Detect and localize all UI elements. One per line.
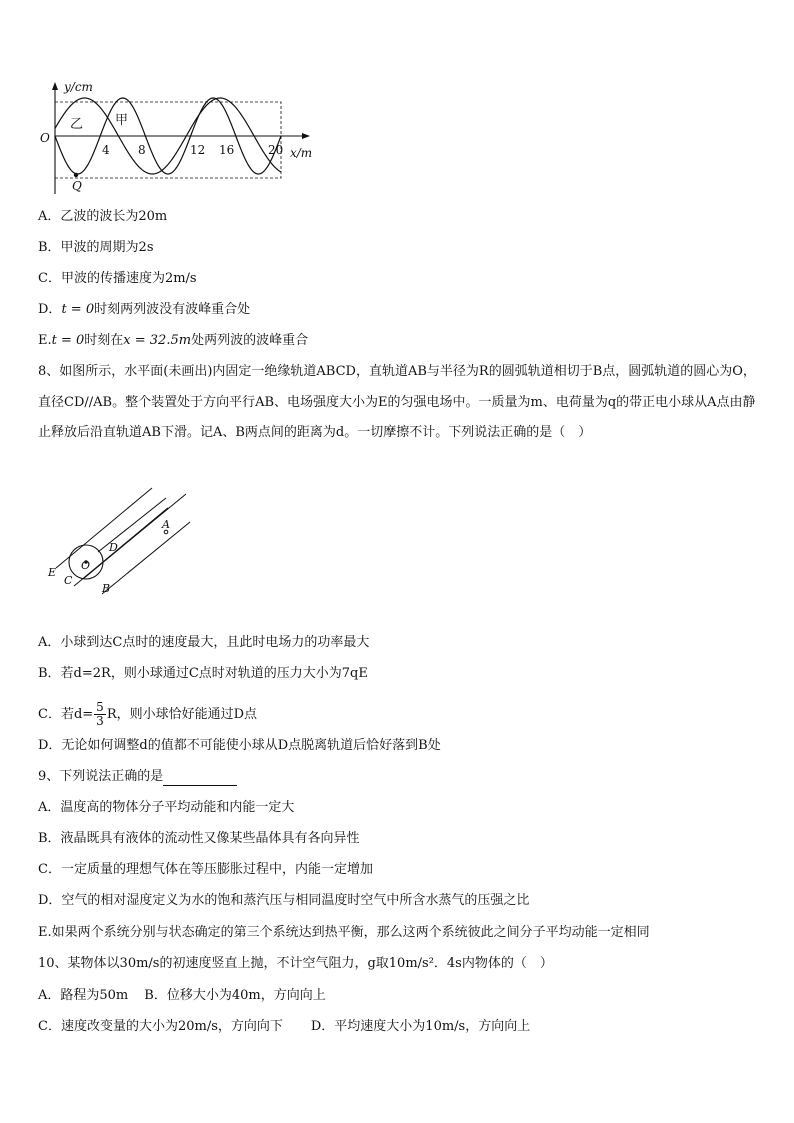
track-figure: [46, 486, 196, 598]
q7-option-c[interactable]: C．甲波的传播速度为2m/s: [38, 271, 197, 286]
q10-stem: 10、某物体以30m/s的初速度竖直上抛，不计空气阻力，g取10m/s²．4s内物体的（ ）: [38, 956, 553, 971]
point-q-label: Q: [72, 179, 82, 193]
q7-option-b[interactable]: B．甲波的周期为2s: [38, 240, 154, 255]
y-axis-label: y/cm: [64, 80, 93, 94]
wave-label-yi: 乙: [70, 117, 84, 132]
center-o-label: O: [81, 559, 91, 572]
q10-options-row-2: [38, 1018, 530, 1036]
field-label-e: E: [48, 566, 57, 579]
answer-blank[interactable]: [163, 771, 237, 786]
point-a-label: A: [162, 518, 170, 531]
q10-options-row-1: [38, 987, 326, 1005]
q8-option-b[interactable]: B．若d=2R，则小球通过C点时对轨道的压力大小为7qE: [38, 666, 368, 681]
point-q-marker: [74, 173, 78, 177]
origin-label: O: [40, 131, 50, 145]
q10-option-a[interactable]: A．路程为50m: [38, 988, 129, 1003]
q8-option-a[interactable]: A．小球到达C点时的速度最大，且此时电场力的功率最大: [38, 635, 370, 650]
q7-option-d[interactable]: D．t = 0时刻两列波没有波峰重合处: [38, 302, 251, 317]
x-tick-12: 12: [190, 143, 206, 157]
x-tick-8: 8: [138, 143, 146, 157]
x-tick-4: 4: [102, 143, 110, 157]
q9-option-c[interactable]: C．一定质量的理想气体在等压膨胀过程中，内能一定增加: [38, 862, 373, 877]
q10-option-b[interactable]: B．位移大小为40m，方向向上: [144, 988, 326, 1003]
q10-option-c[interactable]: C．速度改变量的大小为20m/s，方向向下: [38, 1019, 283, 1034]
q9-option-e[interactable]: E.如果两个系统分别与状态确定的第三个系统达到热平衡，那么这两个系统彼此之间分子平均动能一定相同: [38, 925, 650, 940]
x-tick-16: 16: [219, 143, 235, 157]
q8-option-d[interactable]: D．无论如何调整d的值都不可能使小球从D点脱离轨道后恰好落到B处: [38, 738, 441, 753]
q7-option-e[interactable]: E.t = 0时刻在x = 32.5m处两列波的波峰重合: [38, 333, 309, 348]
point-b-label: B: [102, 582, 111, 595]
q8-option-c[interactable]: C．若d= $\frac{5}{3}$ R，则小球恰好能通过D点: [38, 700, 258, 728]
q7-option-a[interactable]: A．乙波的波长为20m: [38, 209, 168, 224]
wave-label-jia: 甲: [115, 113, 129, 128]
q9-option-d[interactable]: D．空气的相对湿度定义为水的饱和蒸汽压与相同温度时空气中所含水蒸气的压强之比: [38, 893, 530, 908]
q8-stem: 8、如图所示，水平面(未画出)内固定一绝缘轨道ABCD，直轨道AB与半径为R的圆弧轨道相切于B点，圆弧轨道的圆心为O，直径CD//AB。整个装置处于方向平行AB、电场强度大小为E的匀强电场中。一质量为m、电荷量为q的带正电小球从A点由静止释放后沿直轨道AB下滑。记A、B两点间的距离为d。一切摩擦不计。下列说法正确的是（ ）: [38, 364, 756, 440]
point-c-label: C: [64, 574, 73, 587]
q9-option-b[interactable]: B．液晶既具有液体的流动性又像某些晶体具有各向异性: [38, 831, 360, 846]
q9-option-a[interactable]: A．温度高的物体分子平均动能和内能一定大: [38, 800, 295, 815]
x-axis-label: x/m: [290, 146, 313, 160]
x-tick-20: 20: [268, 143, 284, 157]
q10-option-d[interactable]: D．平均速度大小为10m/s，方向向上: [310, 1019, 531, 1034]
point-d-label: D: [109, 541, 118, 554]
q9-stem: 9、下列说法正确的是: [38, 768, 237, 786]
fraction-5-3: $\frac{5}{3}$: [96, 700, 104, 728]
wave-figure: [36, 76, 336, 196]
